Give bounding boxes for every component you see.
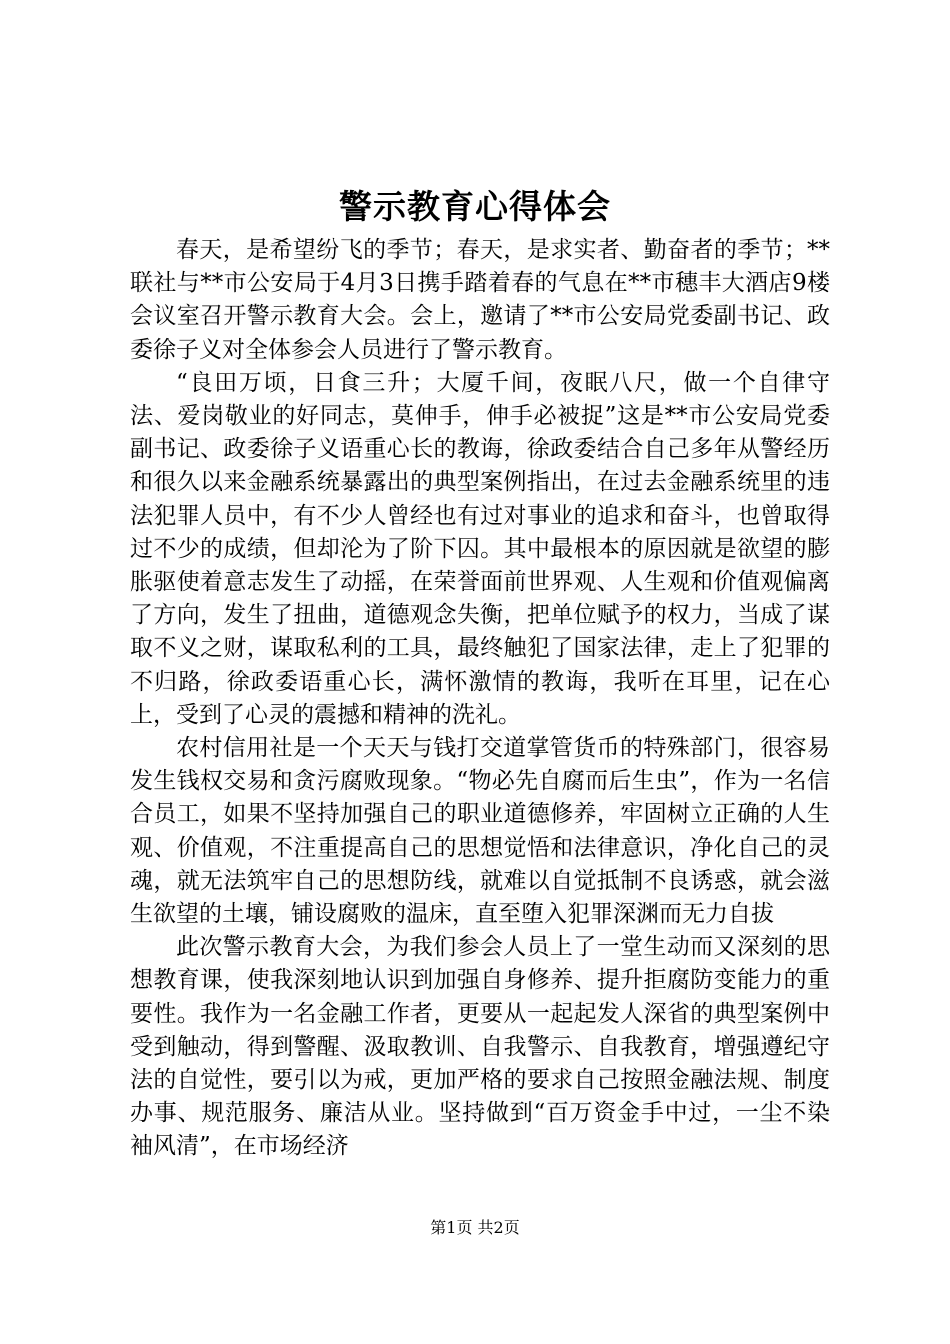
document-body — [130, 234, 830, 1164]
paragraph-3: 农村信用社是一个天天与钱打交道掌管货币的特殊部门，很容易发生钱权交易和贪污腐败现象。“物必先自腐而后生虫”，作为一名信合员工，如果不坚持加强自己的职业道德修养，牢固树立正确的人生观、价值观，不注重提高自己的思想觉悟和法律意识，净化自己的灵魂，就无法筑牢自己的思想防线，就难以自觉抵制不良诱惑，就会滋生欲望的土壤，铺设腐败的温床，直至堕入犯罪深渊而无力自拔 — [130, 735, 830, 928]
paragraph-4: 此次警示教育大会，为我们参会人员上了一堂生动而又深刻的思想教育课，使我深刻地认识到加强自身修养、提升拒腐防变能力的重要性。我作为一名金融工作者，更要从一起起发人深省的典型案例中受到触动，得到警醒、汲取教训、自我警示、自我教育，增强遵纪守法的自觉性，要引以为戒，更加严格的要求自己按照金融法规、制度办事、规范服务、廉洁从业。坚持做到“百万资金手中过，一尘不染袖风清”，在市场经济 — [130, 934, 830, 1160]
paragraph-1: 春天，是希望纷飞的季节；春天，是求实者、勤奋者的季节；**联社与**市公安局于4月3日携手踏着春的气息在**市穗丰大酒店9楼会议室召开警示教育大会。会上，邀请了**市公安局党委副书记、政委徐子义对全体参会人员进行了警示教育。 — [130, 237, 830, 363]
document-title: 警示教育心得体会 — [339, 187, 611, 226]
paragraph-2: “良田万顷，日食三升；大厦千间，夜眠八尺，做一个自律守法、爱岗敬业的好同志，莫伸手，伸手必被捉”这是**市公安局党委副书记、政委徐子义语重心长的教诲，徐政委结合自己多年从警经历和很久以来金融系统暴露出的典型案例指出，在过去金融系统里的违法犯罪人员中，有不少人曾经也有过对事业的追求和奋斗，也曾取得过不少的成绩，但却沦为了阶下囚。其中最根本的原因就是欲望的膨胀驱使着意志发生了动摇，在荣誉面前世界观、人生观和价值观偏离了方向，发生了扭曲，道德观念失衡，把单位赋予的权力，当成了谋取不义之财，谋取私利的工具，最终触犯了国家法律，走上了犯罪的不归路，徐政委语重心长，满怀激情的教诲，我听在耳里，记在心上，受到了心灵的震撼和精神的洗礼。 — [130, 369, 830, 728]
page-footer: 第1页 共2页 — [430, 1218, 520, 1237]
